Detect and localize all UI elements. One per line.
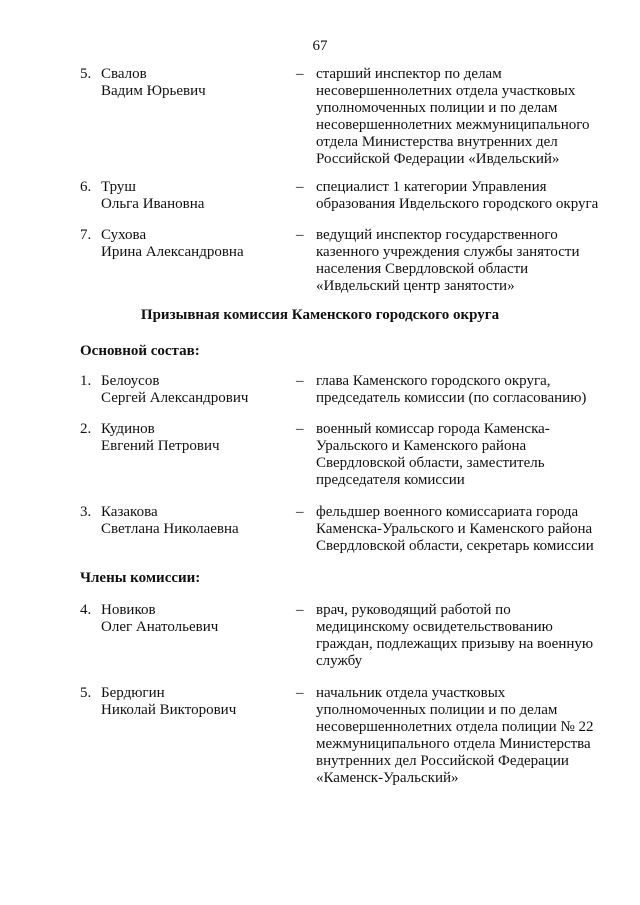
position-description	[316, 421, 608, 489]
dash: –	[296, 602, 304, 618]
description-line: начальник отдела участковых	[316, 685, 506, 701]
surname: Сухова	[101, 227, 147, 243]
description-line: несовершеннолетних отдела участковых	[316, 83, 576, 99]
description-line: несовершеннолетних отдела полиции № 22	[316, 719, 594, 735]
given-names: Олег Анатольевич	[101, 619, 219, 635]
position-description	[316, 685, 608, 787]
item-number: 5.	[80, 66, 92, 82]
description-line: «Ивдельский центр занятости»	[316, 278, 515, 294]
item-number: 6.	[80, 179, 92, 195]
dash: –	[296, 66, 304, 82]
description-line: Свердловской области, секретарь комиссии	[316, 538, 594, 554]
dash: –	[296, 504, 304, 520]
surname: Бердюгин	[101, 685, 165, 701]
person-name	[101, 179, 281, 213]
description-line: фельдшер военного комиссариата города	[316, 504, 579, 520]
position-description	[316, 602, 608, 670]
description-line: медицинскому освидетельствованию	[316, 619, 553, 635]
surname: Казакова	[101, 504, 158, 520]
dash: –	[296, 421, 304, 437]
surname: Белоусов	[101, 373, 160, 389]
dash: –	[296, 373, 304, 389]
position-description	[316, 227, 608, 295]
given-names: Светлана Николаевна	[101, 521, 239, 537]
position-description	[316, 373, 608, 407]
given-names: Ирина Александровна	[101, 244, 244, 260]
dash: –	[296, 685, 304, 701]
position-description	[316, 179, 608, 213]
item-number: 1.	[80, 373, 92, 389]
given-names: Вадим Юрьевич	[101, 83, 206, 99]
description-line: внутренних дел Российской Федерации	[316, 753, 569, 769]
main-composition-heading: Основной состав:	[80, 343, 200, 359]
description-line: населения Свердловской области	[316, 261, 529, 277]
description-line: Российской Федерации «Ивдельский»	[316, 151, 560, 167]
dash: –	[296, 227, 304, 243]
surname: Свалов	[101, 66, 147, 82]
description-line: Каменска-Уральского и Каменского района	[316, 521, 593, 537]
item-number: 2.	[80, 421, 92, 437]
description-line: межмуниципального отдела Министерства	[316, 736, 591, 752]
description-line: председателя комиссии	[316, 472, 465, 488]
given-names: Сергей Александрович	[101, 390, 249, 406]
description-line: военный комиссар города Каменска-	[316, 421, 550, 437]
description-line: образования Ивдельского городского округа	[316, 196, 599, 212]
surname: Новиков	[101, 602, 156, 618]
item-number: 4.	[80, 602, 92, 618]
position-description	[316, 504, 608, 555]
person-name	[101, 421, 281, 455]
person-name	[101, 504, 281, 538]
description-line: уполномоченных полиции и по делам	[316, 702, 558, 718]
dash: –	[296, 179, 304, 195]
position-description	[316, 66, 608, 168]
description-line: казенного учреждения службы занятости	[316, 244, 580, 260]
given-names: Николай Викторович	[101, 702, 237, 718]
description-line: специалист 1 категории Управления	[316, 179, 547, 195]
person-name	[101, 227, 281, 261]
description-line: председатель комиссии (по согласованию)	[316, 390, 587, 406]
description-line: Свердловской области, заместитель	[316, 455, 545, 471]
description-line: граждан, подлежащих призыву на военную	[316, 636, 594, 652]
description-line: несовершеннолетних межмуниципального	[316, 117, 590, 133]
given-names: Евгений Петрович	[101, 438, 220, 454]
surname: Кудинов	[101, 421, 155, 437]
page-number: 67	[312, 38, 328, 54]
commission-title: Призывная комиссия Каменского городского округа	[140, 307, 500, 323]
person-name	[101, 66, 281, 100]
item-number: 3.	[80, 504, 92, 520]
description-line: отдела Министерства внутренних дел	[316, 134, 558, 150]
description-line: ведущий инспектор государственного	[316, 227, 558, 243]
description-line: «Каменск-Уральский»	[316, 770, 459, 786]
surname: Труш	[101, 179, 136, 195]
description-line: Уральского и Каменского района	[316, 438, 527, 454]
given-names: Ольга Ивановна	[101, 196, 205, 212]
description-line: службу	[316, 653, 363, 669]
description-line: старший инспектор по делам	[316, 66, 502, 82]
members-heading: Члены комиссии:	[80, 570, 201, 586]
description-line: врач, руководящий работой по	[316, 602, 511, 618]
person-name	[101, 373, 281, 407]
description-line: глава Каменского городского округа,	[316, 373, 551, 389]
description-line: уполномоченных полиции и по делам	[316, 100, 558, 116]
person-name	[101, 685, 281, 719]
item-number: 5.	[80, 685, 92, 701]
item-number: 7.	[80, 227, 92, 243]
person-name	[101, 602, 281, 636]
